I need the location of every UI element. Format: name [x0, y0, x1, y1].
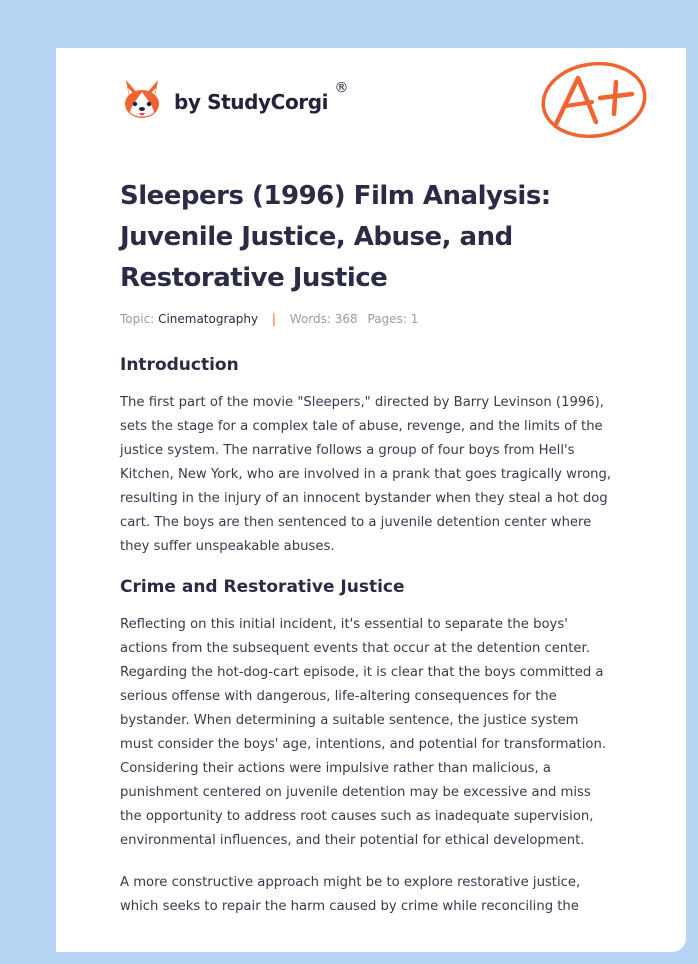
pages-count: 1	[410, 312, 419, 326]
section-heading-introduction: Introduction	[120, 355, 239, 375]
document-page	[56, 48, 686, 952]
section-heading-crime-restorative-justice: Crime and Restorative Justice	[120, 577, 405, 597]
text-line: The first part of the movie "Sleepers," directed by Barry Levinson (1996),	[120, 395, 604, 410]
words-label: Words:	[289, 312, 331, 326]
text-line: must consider the boys' age, intentions, and potential for transformation.	[120, 737, 607, 752]
text-line: A more constructive approach might be to explore restorative justice,	[120, 875, 581, 890]
text-line: Reflecting on this initial incident, it's essential to separate the boys'	[120, 617, 568, 632]
words-count: 368	[334, 312, 358, 326]
text-line: actions from the subsequent events that occur at the detention center.	[120, 641, 590, 656]
text-line: serious offense with dangerous, life-altering consequences for the	[120, 689, 557, 704]
topic-label: Topic:	[120, 312, 155, 326]
page-title: Sleepers (1996) Film Analysis: Juvenile Justice, Abuse, and Restorative Justice	[120, 181, 551, 293]
text-line: Kitchen, New York, who are involved in a prank that goes tragically wrong,	[120, 467, 612, 482]
paragraph-crime-1	[120, 613, 640, 853]
paragraph-crime-2	[120, 871, 640, 919]
text-line: sets the stage for a complex tale of abuse, revenge, and the limits of the	[120, 419, 603, 434]
text-line: resulting in the injury of an innocent bystander when they steal a hot dog	[120, 491, 608, 506]
text-line: Regarding the hot-dog-cart episode, it is clear that the boys committed a	[120, 665, 604, 680]
text-line: cart. The boys are then sentenced to a juvenile detention center where	[120, 515, 592, 530]
text-line: justice system. The narrative follows a group of four boys from Hell's	[120, 443, 575, 458]
text-line: bystander. When determining a suitable sentence, the justice system	[120, 713, 579, 728]
meta-bar	[120, 312, 418, 326]
text-line: the opportunity to address root causes such as inadequate supervision,	[120, 809, 594, 824]
text-line: which seeks to repair the harm caused by crime while reconciling the	[120, 899, 579, 914]
text-line: punishment centered on juvenile detention may be excessive and miss	[120, 785, 591, 800]
text-line: they suffer unspeakable abuses.	[120, 539, 335, 554]
text-line: environmental influences, and their potential for ethical development.	[120, 833, 585, 848]
corgi-icon	[122, 78, 162, 122]
meta-separator: |	[271, 312, 276, 326]
studycorgi-logo[interactable]	[122, 76, 349, 124]
registered-mark: ®	[334, 80, 349, 96]
paragraph-introduction	[120, 391, 640, 559]
a-plus-grade-icon	[538, 58, 650, 142]
pages-label: Pages:	[367, 312, 407, 326]
brand-name	[174, 80, 349, 114]
topic-link[interactable]: Cinematography	[158, 312, 259, 326]
brand-text: by StudyCorgi	[174, 90, 329, 114]
text-line: Considering their actions were impulsive rather than malicious, a	[120, 761, 551, 776]
